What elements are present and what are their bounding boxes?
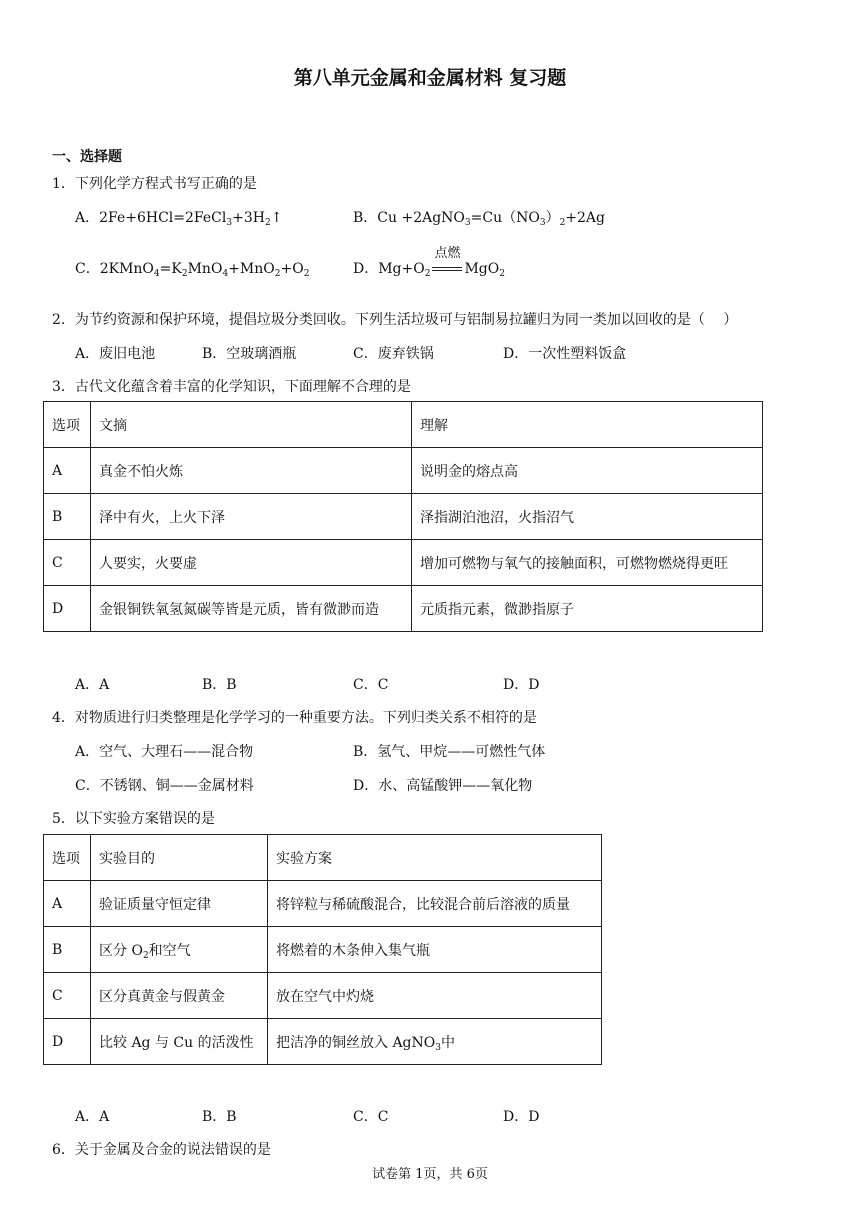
table-row <box>44 835 602 881</box>
table-cell: D <box>44 1019 91 1065</box>
table-cell: 将燃着的木条伸入集气瓶 <box>268 927 602 973</box>
table-cell: 区分 $O_2$和空气 <box>91 927 268 973</box>
question-5-table <box>43 834 602 1065</box>
table-cell: 区分真黄金与假黄金 <box>91 973 268 1019</box>
question-2-option-d: D．一次性塑料饭盒 <box>503 346 627 362</box>
table-cell: 人要实，火要虚 <box>91 540 412 586</box>
table-cell: C <box>44 973 91 1019</box>
table-cell: 理解 <box>412 402 763 448</box>
reaction-condition: 点燃 <box>430 261 464 277</box>
question-3-option-c: C．C <box>353 677 389 693</box>
table-cell: 真金不怕火炼 <box>91 448 412 494</box>
table-cell: 增加可燃物与氧气的接触面积，可燃物燃烧得更旺 <box>412 540 763 586</box>
table-row <box>44 494 763 540</box>
table-row <box>44 402 763 448</box>
question-3-option-b: B．B <box>202 677 237 693</box>
question-3-option-a: A．A <box>75 677 110 693</box>
table-row <box>44 881 602 927</box>
table-row <box>44 540 763 586</box>
question-2-option-c: C．废弃铁锅 <box>353 346 434 362</box>
table-cell: 选项 <box>44 402 91 448</box>
question-3-stem: 3．古代文化蕴含着丰富的化学知识，下面理解不合理的是 <box>52 379 411 395</box>
section-heading: 一、选择题 <box>52 149 122 165</box>
table-cell: B <box>44 494 91 540</box>
question-5-option-a: A．A <box>75 1109 110 1125</box>
table-cell: 泽指湖泊池沼，火指沼气 <box>412 494 763 540</box>
question-1-option-a: A．$2Fe+6HCl=2FeCl_3+3H_2↑$ <box>75 210 283 228</box>
table-cell: 实验目的 <box>91 835 268 881</box>
question-1-stem: 1．下列化学方程式书写正确的是 <box>52 176 257 192</box>
table-cell: 实验方案 <box>268 835 602 881</box>
table-cell: 文摘 <box>91 402 412 448</box>
question-2-option-a: A．废旧电池 <box>75 346 156 362</box>
page-title: 第八单元金属和金属材料 复习题 <box>293 67 567 89</box>
table-row <box>44 1019 602 1065</box>
question-6-stem: 6．关于金属及合金的说法错误的是 <box>52 1142 271 1158</box>
question-2-stem: 2．为节约资源和保护环境，提倡垃圾分类回收。下列生活垃圾可与铝制易拉罐归为同一类加以回收的是（ ） <box>52 312 738 328</box>
table-row <box>44 927 602 973</box>
table-row <box>44 973 602 1019</box>
question-5-option-c: C．C <box>353 1109 389 1125</box>
table-cell: 泽中有火，上火下泽 <box>91 494 412 540</box>
page-footer: 试卷第 1页，共 6页 <box>372 1167 488 1182</box>
question-5-option-d: D．D <box>503 1109 540 1125</box>
question-5-option-b: B．B <box>202 1109 237 1125</box>
question-3-table <box>43 401 763 632</box>
table-cell: 放在空气中灼烧 <box>268 973 602 1019</box>
table-cell: 金银铜铁氧氢氮碳等皆是元质，皆有微渺而造 <box>91 586 412 632</box>
question-1-option-b: B．$Cu +2AgNO_3=Cu(NO_3)_2+2Ag$ <box>353 210 606 228</box>
table-cell: 把洁净的铜丝放入 AgNO$_3$中 <box>268 1019 602 1065</box>
question-1-option-c: C．$2KMnO_4=K_2MnO_4+MnO_2+O_2$ <box>75 261 310 279</box>
table-cell: B <box>44 927 91 973</box>
table-cell: D <box>44 586 91 632</box>
question-3-option-d: D．D <box>503 677 540 693</box>
table-cell: 比较 Ag 与 Cu 的活泼性 <box>91 1019 268 1065</box>
table-row <box>44 448 763 494</box>
question-4-option-a: A．空气、大理石——混合物 <box>75 744 254 760</box>
table-cell: A <box>44 448 91 494</box>
table-cell: 验证质量守恒定律 <box>91 881 268 927</box>
question-1-option-d: D．$Mg+O_2$ 点燃 MgO$_2$ <box>353 246 505 279</box>
question-4-option-b: B．氢气、甲烷——可燃性气体 <box>353 744 546 760</box>
table-cell: A <box>44 881 91 927</box>
table-cell: 将锌粒与稀硫酸混合，比较混合前后溶液的质量 <box>268 881 602 927</box>
question-2-option-b: B．空玻璃酒瓶 <box>202 346 297 362</box>
table-cell: 选项 <box>44 835 91 881</box>
table-row <box>44 586 763 632</box>
question-5-stem: 5．以下实验方案错误的是 <box>52 811 215 827</box>
question-4-option-d: D．水、高锰酸钾——氧化物 <box>353 778 533 794</box>
table-cell: C <box>44 540 91 586</box>
question-4-stem: 4．对物质进行归类整理是化学学习的一种重要方法。下列归类关系不相符的是 <box>52 710 537 726</box>
table-cell: 说明金的熔点高 <box>412 448 763 494</box>
table-cell: 元质指元素，微渺指原子 <box>412 586 763 632</box>
question-4-option-c: C．不锈钢、铜——金属材料 <box>75 778 254 794</box>
